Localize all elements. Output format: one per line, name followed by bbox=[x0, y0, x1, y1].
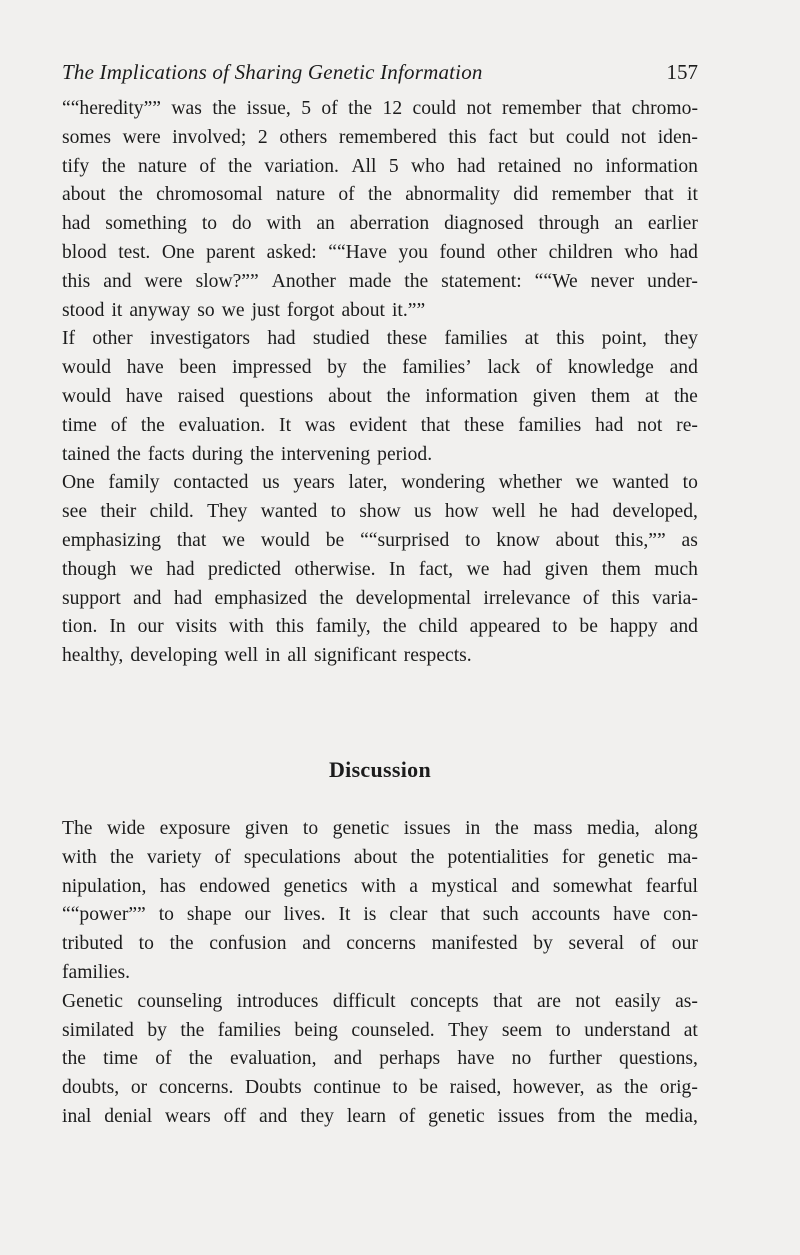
text-line: the time of the evaluation, and perhaps have no further questions, bbox=[62, 1048, 698, 1070]
book-page bbox=[62, 0, 698, 1255]
text-line: emphasizing that we would be ““surprised to know about this,”” as bbox=[62, 529, 698, 551]
text-line: tributed to the confusion and concerns manifested by several of our bbox=[62, 933, 698, 955]
text-line: If other investigators had studied these families at this point, they bbox=[62, 328, 698, 350]
text-line: with the variety of speculations about the potentialities for genetic ma- bbox=[62, 846, 698, 868]
text-line: see their child. They wanted to show us how well he had developed, bbox=[62, 501, 698, 523]
page-number: 157 bbox=[666, 60, 698, 84]
text-line: support and had emphasized the developmental irrelevance of this varia- bbox=[62, 587, 698, 609]
text-line: this and were slow?”” Another made the statement: ““We never under- bbox=[62, 270, 698, 292]
text-line: though we had predicted otherwise. In fact, we had given them much bbox=[62, 558, 698, 580]
text-line: had something to do with an aberration diagnosed through an earlier bbox=[62, 213, 698, 235]
text-line: nipulation, has endowed genetics with a mystical and somewhat fearful bbox=[62, 875, 698, 897]
text-line: stood it anyway so we just forgot about it.”” bbox=[62, 299, 426, 321]
text-line: would have been impressed by the families’ lack of knowledge and bbox=[62, 357, 698, 379]
text-line: ““power”” to shape our lives. It is clear that such accounts have con- bbox=[62, 904, 698, 926]
text-line: The wide exposure given to genetic issues in the mass media, along bbox=[62, 818, 698, 839]
text-line: about the chromosomal nature of the abnormality did remember that it bbox=[62, 184, 698, 206]
running-head bbox=[62, 60, 698, 90]
running-title: The Implications of Sharing Genetic Information bbox=[62, 60, 483, 84]
text-line: inal denial wears off and they learn of genetic issues from the media, bbox=[62, 1105, 698, 1127]
text-line: healthy, developing well in all significant respects. bbox=[62, 645, 472, 667]
text-line: blood test. One parent asked: ““Have you found other children who had bbox=[62, 241, 698, 263]
text-line: Genetic counseling introduces difficult concepts that are not easily as- bbox=[62, 990, 698, 1012]
text-line: One family contacted us years later, wondering whether we wanted to bbox=[62, 472, 698, 494]
body-text-block bbox=[62, 95, 698, 671]
text-line: tained the facts during the intervening period. bbox=[62, 443, 433, 465]
section-heading: Discussion bbox=[328, 757, 432, 782]
body-text-block bbox=[62, 815, 698, 1132]
text-line: time of the evaluation. It was evident that these families had not re- bbox=[62, 414, 698, 436]
text-line: doubts, or concerns. Doubts continue to be raised, however, as the orig- bbox=[62, 1077, 698, 1099]
text-line: similated by the families being counseled. They seem to understand at bbox=[62, 1019, 698, 1041]
text-line: ““heredity”” was the issue, 5 of the 12 could not remember that chromo- bbox=[62, 98, 698, 119]
text-line: would have raised questions about the information given them at the bbox=[62, 385, 698, 407]
text-line: tify the nature of the variation. All 5 who had retained no information bbox=[62, 155, 698, 177]
text-line: families. bbox=[62, 961, 131, 983]
text-line: somes were involved; 2 others remembered this fact but could not iden- bbox=[62, 126, 698, 148]
text-line: tion. In our visits with this family, the child appeared to be happy and bbox=[62, 616, 698, 638]
